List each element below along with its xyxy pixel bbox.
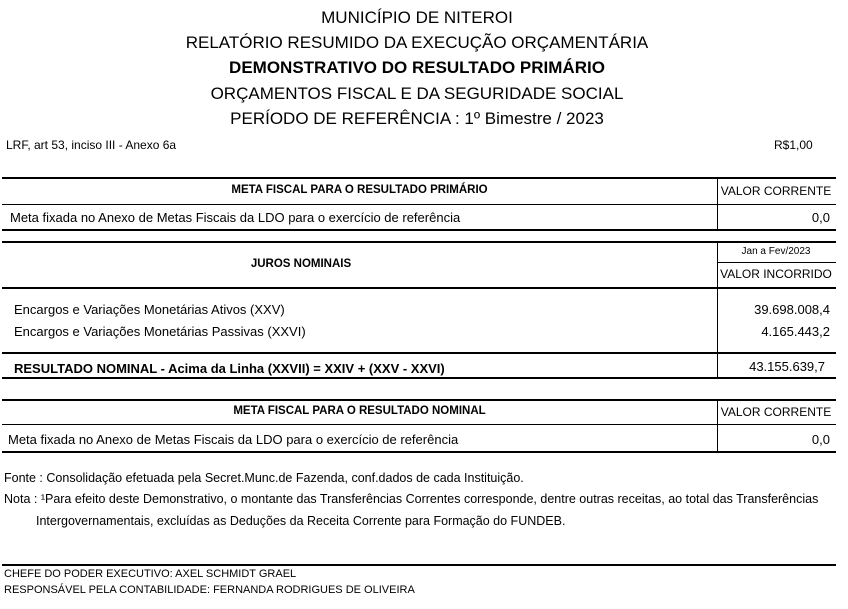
- currency-unit: R$1,00: [774, 138, 813, 152]
- meta-nominal-value-header: VALOR CORRENTE: [720, 405, 832, 419]
- juros-period: Jan a Fev/2023: [741, 246, 811, 257]
- source-note: Fonte : Consolidação efetuada pela Secret.Munc.de Fazenda, conf.dados de cada Instituição.: [4, 471, 524, 485]
- report-title: RELATÓRIO RESUMIDO DA EXECUÇÃO ORÇAMENTÁRIA: [185, 33, 649, 52]
- nota-line-2: Intergovernamentais, excluídas as Deduções da Receita Corrente para Formação do FUNDEB.: [36, 514, 566, 528]
- statement-title: DEMONSTRATIVO DO RESULTADO PRIMÁRIO: [229, 58, 605, 77]
- juros-row-ativos-label: Encargos e Variações Monetárias Ativos (XXV): [14, 302, 285, 317]
- juros-row-ativos-value: 39.698.008,4: [754, 302, 830, 317]
- meta-primario-header: META FISCAL PARA O RESULTADO PRIMÁRIO: [231, 184, 488, 196]
- meta-primario-row-label: Meta fixada no Anexo de Metas Fiscais da LDO para o exercício de referência: [10, 210, 461, 225]
- legal-reference: LRF, art 53, inciso III - Anexo 6a: [6, 138, 177, 152]
- reference-period: PERÍODO DE REFERÊNCIA : 1º Bimestre / 2023: [230, 109, 604, 128]
- municipality-title: MUNICÍPIO DE NITEROI: [321, 8, 513, 27]
- meta-nominal-header: META FISCAL PARA O RESULTADO NOMINAL: [233, 405, 486, 417]
- resultado-nominal-label: RESULTADO NOMINAL - Acima da Linha (XXVII) = XXIV + (XXV - XXVI): [14, 361, 445, 376]
- meta-primario-row-value: 0,0: [811, 210, 830, 225]
- nota-line-1: Nota : ¹Para efeito deste Demonstrativo, o montante das Transferências Correntes corresponde, dentre outras receitas, ao total das Transferências: [4, 492, 819, 506]
- meta-nominal-row-label: Meta fixada no Anexo de Metas Fiscais da LDO para o exercício de referência: [8, 432, 459, 447]
- juros-header: JUROS NOMINAIS: [250, 258, 352, 270]
- juros-value-header: VALOR INCORRIDO: [720, 267, 832, 281]
- juros-row-passivas-label: Encargos e Variações Monetárias Passivas (XXVI): [14, 324, 306, 339]
- resultado-nominal-value: 43.155.639,7: [749, 359, 825, 374]
- meta-primario-value-header: VALOR CORRENTE: [720, 184, 832, 198]
- executive-signature: CHEFE DO PODER EXECUTIVO: AXEL SCHMIDT GRAEL: [4, 568, 297, 580]
- budget-scope: ORÇAMENTOS FISCAL E DA SEGURIDADE SOCIAL: [210, 84, 624, 103]
- juros-row-passivas-value: 4.165.443,2: [761, 324, 830, 339]
- accounting-signature: RESPONSÁVEL PELA CONTABILIDADE: FERNANDA RODRIGUES DE OLIVEIRA: [4, 584, 415, 596]
- meta-nominal-row-value: 0,0: [811, 432, 830, 447]
